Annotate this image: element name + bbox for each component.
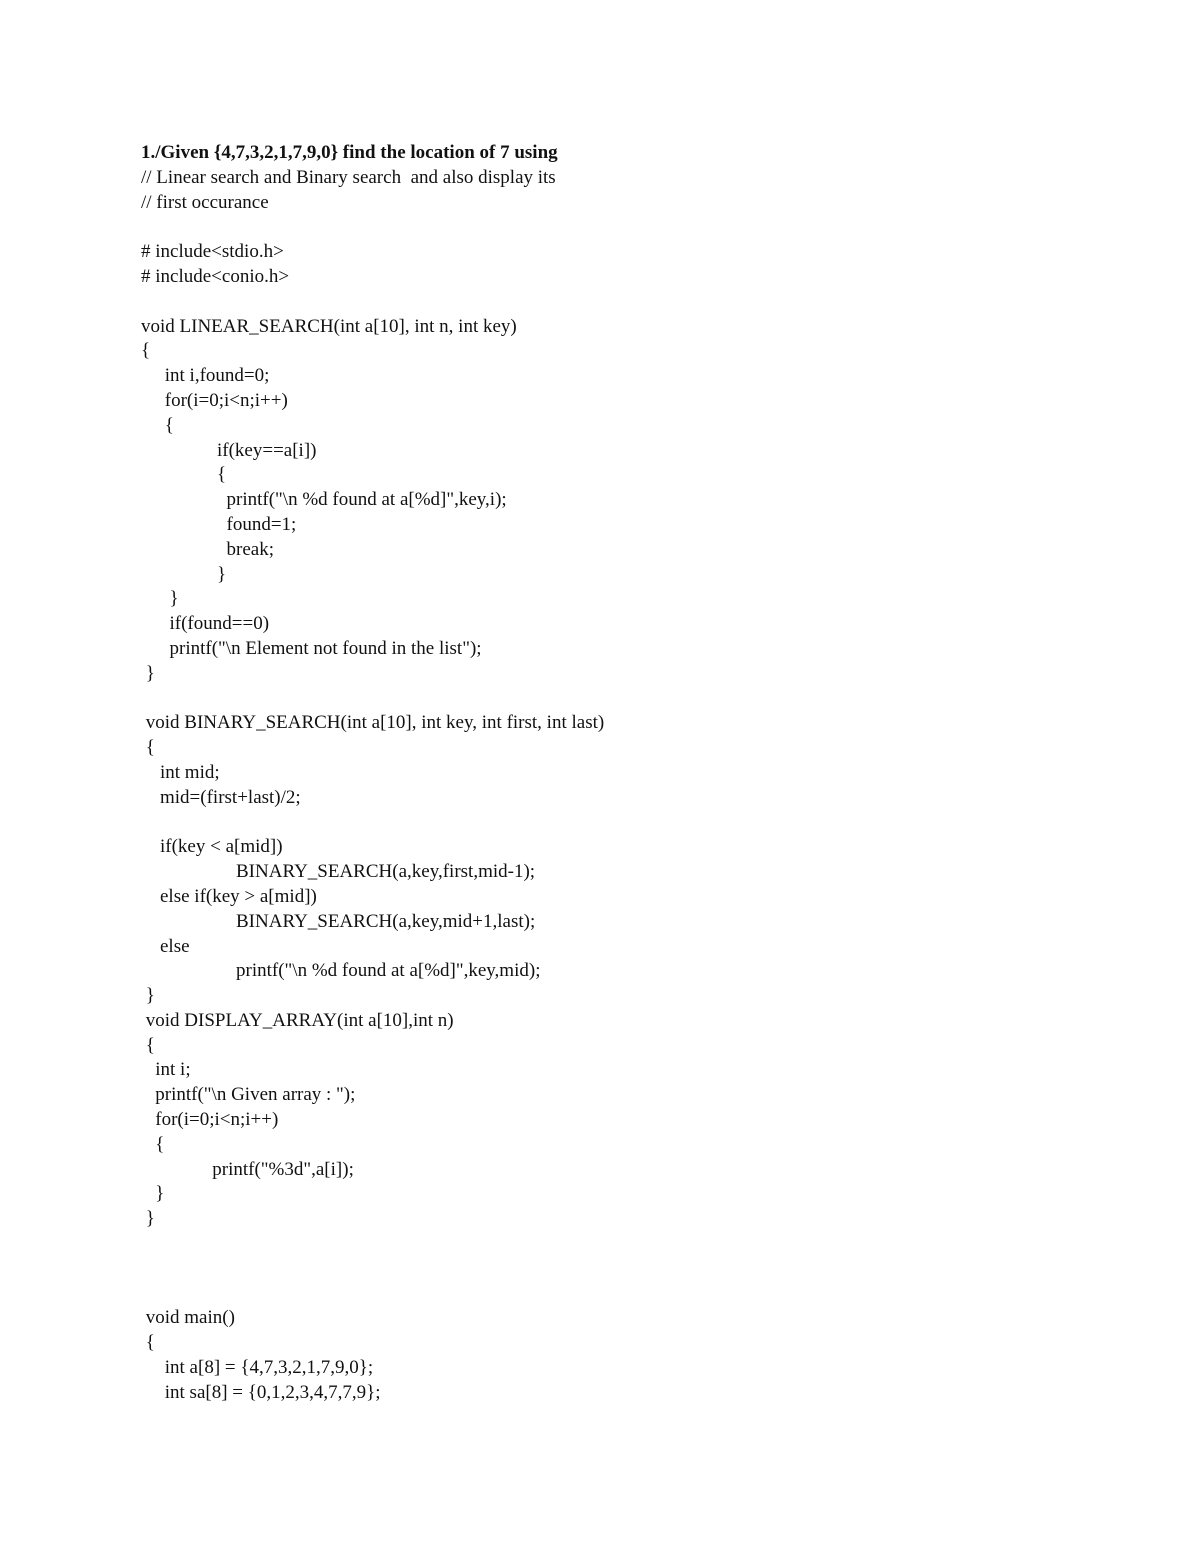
code-line: int a[8] = {4,7,3,2,1,7,9,0};: [141, 1357, 374, 1379]
code-line: int mid;: [141, 761, 220, 783]
code-line: {: [141, 1034, 155, 1056]
code-line: void main(): [141, 1307, 235, 1329]
code-line: int i;: [141, 1059, 191, 1081]
code-line: printf("\n %d found at a[%d]",key,mid);: [141, 960, 541, 982]
blank-line: [141, 811, 1141, 836]
code-line: else: [141, 935, 190, 957]
code-line: void DISPLAY_ARRAY(int a[10],int n): [141, 1009, 454, 1031]
code-line: mid=(first+last)/2;: [141, 786, 301, 808]
code-line: }: [141, 1183, 165, 1205]
code-line: void BINARY_SEARCH(int a[10], int key, int first, int last): [141, 712, 605, 734]
code-line: for(i=0;i<n;i++): [141, 1109, 279, 1131]
code-line: if(key==a[i]): [141, 439, 317, 461]
code-line: {: [141, 737, 155, 759]
document-heading: 1./Given {4,7,3,2,1,7,9,0} find the location of 7 using: [141, 142, 558, 163]
code-line: else if(key > a[mid]): [141, 885, 317, 907]
code-line: {: [141, 1332, 155, 1354]
code-line: }: [141, 563, 227, 585]
blank-line: [141, 1232, 1141, 1257]
code-line: int i,found=0;: [141, 365, 270, 387]
code-line: break;: [141, 538, 274, 560]
code-line: printf("\n Given array : ");: [141, 1084, 356, 1106]
code-line: void LINEAR_SEARCH(int a[10], int n, int key): [141, 315, 517, 337]
blank-line: [141, 1282, 1141, 1307]
code-line: int sa[8] = {0,1,2,3,4,7,7,9};: [141, 1381, 381, 1403]
code-line: // Linear search and Binary search and also display its: [141, 166, 556, 188]
code-line: BINARY_SEARCH(a,key,mid+1,last);: [141, 910, 536, 932]
blank-line: [141, 215, 1141, 240]
code-line: {: [141, 340, 151, 362]
blank-line: [141, 687, 1141, 712]
code-line: # include<stdio.h>: [141, 241, 284, 263]
code-line: }: [141, 985, 155, 1007]
code-line: BINARY_SEARCH(a,key,first,mid-1);: [141, 861, 536, 883]
code-line: }: [141, 662, 155, 684]
code-line: // first occurance: [141, 191, 269, 213]
code-line: printf("%3d",a[i]);: [141, 1158, 354, 1180]
code-line: for(i=0;i<n;i++): [141, 389, 288, 411]
code-line: }: [141, 1208, 155, 1230]
code-line: printf("\n %d found at a[%d]",key,i);: [141, 489, 507, 511]
blank-line: [141, 1257, 1141, 1282]
code-line: if(key < a[mid]): [141, 836, 283, 858]
code-line: if(found==0): [141, 613, 270, 635]
code-line: {: [141, 414, 174, 436]
code-line: printf("\n Element not found in the list");: [141, 637, 482, 659]
blank-line: [141, 290, 1141, 315]
code-line: }: [141, 588, 179, 610]
document-body: [141, 141, 1141, 1406]
code-line: {: [141, 1133, 165, 1155]
code-line: found=1;: [141, 513, 297, 535]
code-line: {: [141, 464, 227, 486]
code-line: # include<conio.h>: [141, 265, 290, 287]
